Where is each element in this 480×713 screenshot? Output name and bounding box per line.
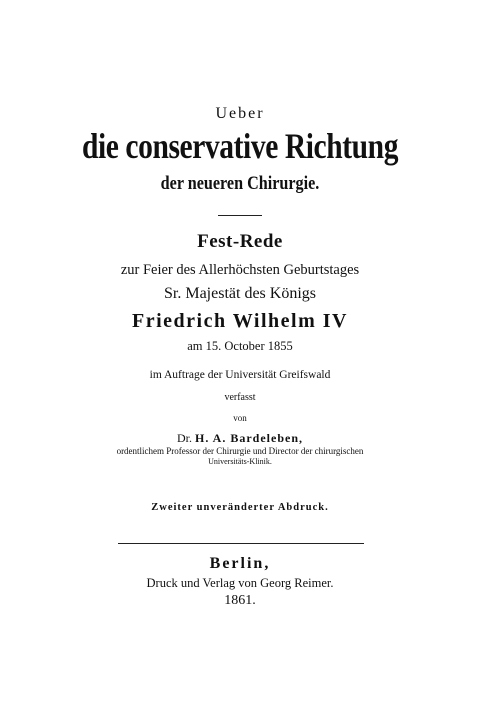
professor-line: ordentlichem Professor der Chirurgie und Director der chirurgischen [116,446,364,456]
imprint-city: Berlin, [209,555,271,572]
date-line: am 15. October 1855 [187,339,293,353]
king-name: Friedrich Wilhelm IV [132,310,348,332]
main-title: die conservative Richtung [81,126,399,166]
edition-line: Zweiter unveränderter Abdruck. [151,502,329,513]
verfasst-line: verfasst [224,392,256,403]
clinic-line: Universitäts-Klinik. [208,457,272,466]
imprint-publisher: Druck und Verlag von Georg Reimer. [146,576,334,590]
long-divider [118,543,364,544]
author-prefix: Dr. [176,431,192,445]
fest-rede-heading: Fest-Rede [197,231,283,252]
von-line: von [233,413,247,423]
short-divider [218,215,262,216]
sub-title: der neueren Chirurgie. [160,173,320,194]
majesty-line: Sr. Majestät des Königs [164,285,316,302]
occasion-line: zur Feier des Allerhöchsten Geburtstages [120,262,360,278]
ueber-heading: Ueber [215,105,265,122]
commission-line: im Auftrage der Universität Greifswald [149,369,331,381]
author-line [0,432,480,444]
author-name: H. A. Bardeleben, [194,431,303,445]
imprint-year: 1861. [224,593,256,608]
